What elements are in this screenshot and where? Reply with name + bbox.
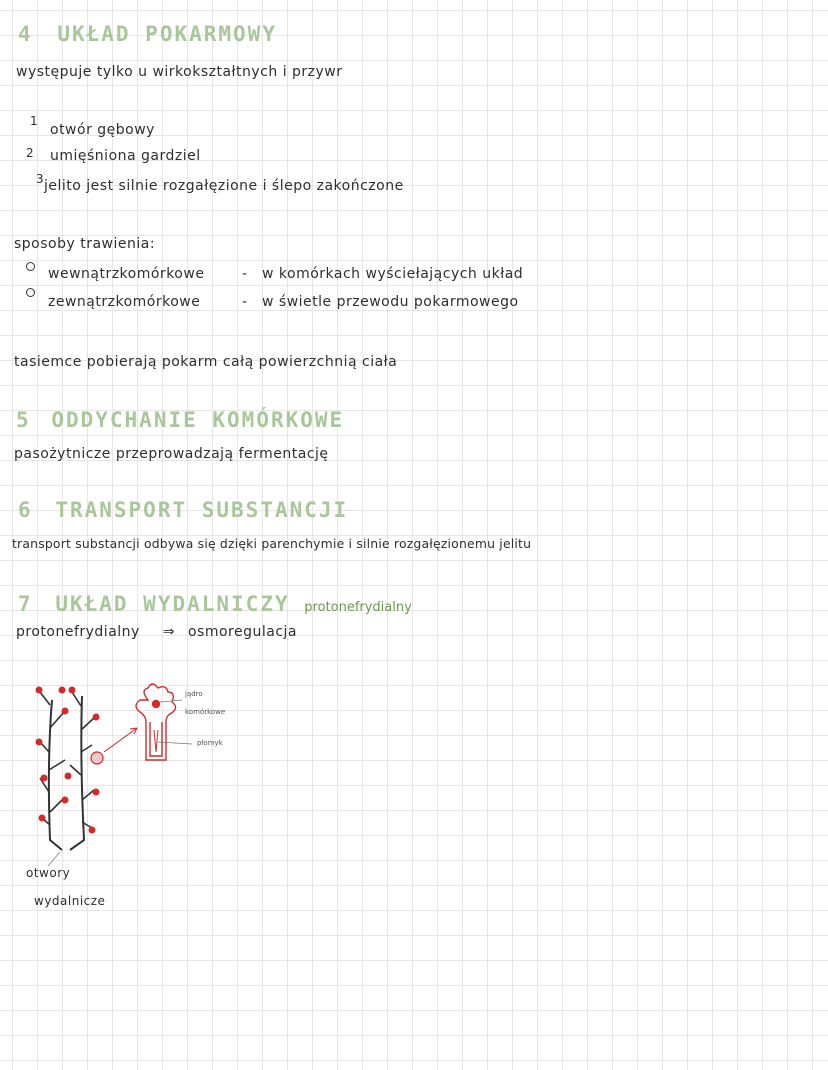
flame-cell [65,773,72,780]
section-4-title: UKŁAD POKARMOWY [57,22,277,46]
flame-cell [62,708,69,715]
section-7-title: UKŁAD WYDALNICZY [55,592,290,616]
flame-cell [89,827,96,834]
flame-cells [36,687,100,834]
list-item-2: umięśniona gardziel [50,148,201,164]
list-item-1: otwór gębowy [50,122,155,138]
digestion-term-2: zewnątrzkomórkowe [48,294,201,310]
label-flame: płomyk [197,739,223,747]
digestion-term-1: wewnątrzkomórkowe [48,266,205,282]
list-number-1: 1 [30,114,38,128]
flame-cell [41,775,48,782]
digestion-dash-1: - [242,266,248,282]
flame-cell [93,789,100,796]
list-item-3: jelito jest silnie rozgałęzione i ślepo zakończone [44,178,404,194]
leader-flame [158,742,192,744]
flame-cell [36,739,43,746]
flame-cell [59,687,66,694]
label-nucleus-line2: komórkowe [185,708,226,716]
digestion-desc-1: w komórkach wyściełających układ [262,266,524,282]
label-nucleus-line1: jądro [185,690,203,698]
implies-arrow-icon: ⇒ [162,624,176,640]
label-pores-line2: wydalnicze [34,894,106,908]
leader-pores [48,852,60,866]
magnify-arrow [104,728,137,752]
osmoregulation-term: osmoregulacja [187,624,297,640]
list-number-2: 2 [26,146,34,160]
label-pores-line1: otwory [26,866,71,880]
section-6-text: transport substancji odbywa się dzięki parenchymie i silnie rozgałęzionemu jelitu [12,536,532,551]
flame-cell [39,815,46,822]
flame-cell-enlarged [136,684,176,760]
digestion-desc-2: w świetle przewodu pokarmowego [262,294,519,310]
flame-cell [93,714,100,721]
section-6-number: 6 [18,498,33,522]
flame-cell [36,687,43,694]
section-7-number: 7 [18,592,33,616]
leader-nucleus [160,700,182,702]
flame-cell [69,687,76,694]
protonephridial-term: protonefrydialny [16,624,140,640]
list-number-3: 3 [36,172,44,186]
section-5-text: pasożytnicze przeprowadzają fermentację [14,446,329,462]
flame-cell [62,797,69,804]
section-5-number: 5 [16,408,31,432]
magnified-cell-marker [91,752,103,764]
digestion-dash-2: - [242,294,248,310]
section-7-subtitle: protonefrydialny [304,600,412,615]
section-4-number: 4 [18,22,33,46]
right-excretory-duct [70,696,84,850]
tapeworm-note: tasiemce pobierają pokarm całą powierzchnią ciała [14,354,398,370]
section-6-title: TRANSPORT SUBSTANCJI [55,498,349,522]
section-4-intro: występuje tylko u wirkokształtnych i przywr [16,64,343,80]
digestion-heading: sposoby trawienia: [14,236,156,252]
section-5-title: ODDYCHANIE KOMÓRKOWE [51,408,345,432]
